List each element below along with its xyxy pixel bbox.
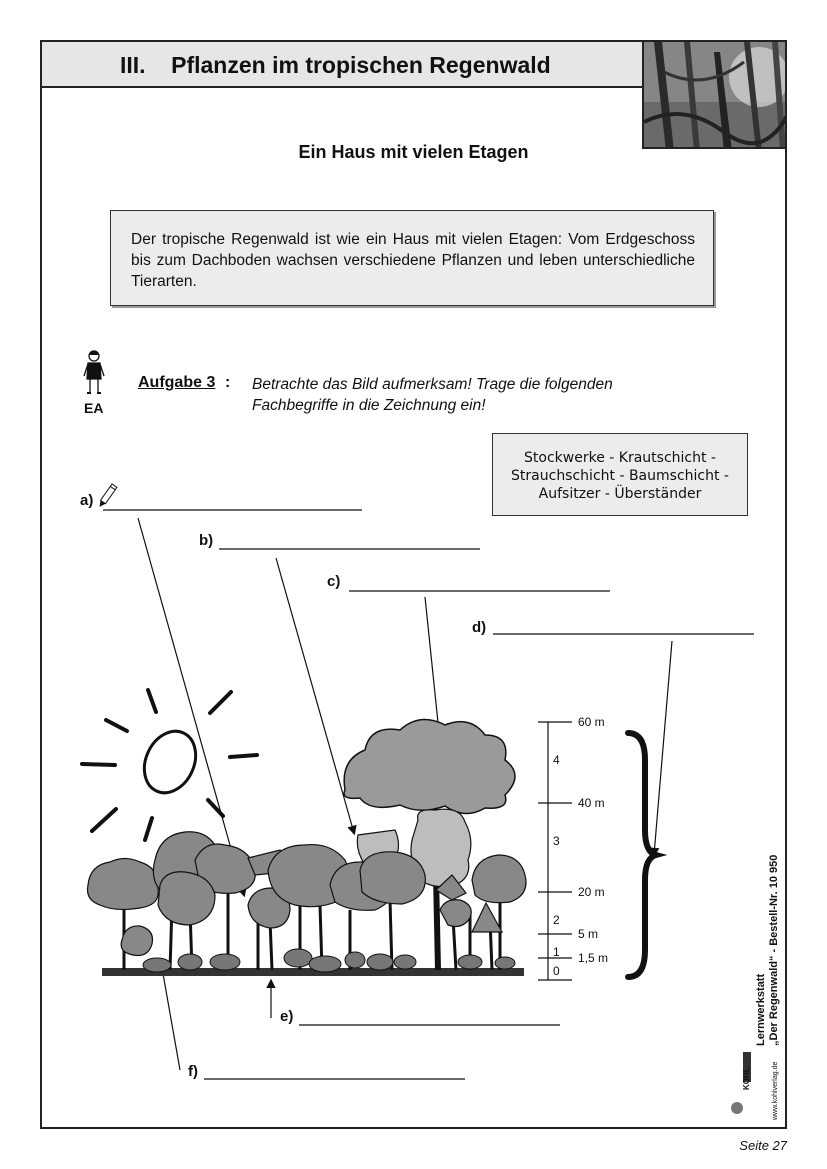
height-label: 5 m — [578, 927, 599, 941]
height-label: 20 m — [578, 885, 605, 899]
height-label: 1,5 m — [578, 951, 609, 965]
terms-line: Aufsitzer - Überständer — [538, 486, 702, 502]
page-title: III. Pflanzen im tropischen Regenwald — [120, 52, 551, 78]
intro-box: Der tropische Regenwald ist wie ein Haus mit vielen Etagen: Vom Erdgeschoss bis zum Dachboden wachsen verschiedene Pflanzen und leben unterschiedliche Tierarten. — [110, 210, 714, 306]
side-title: Lernwerkstatt — [755, 973, 767, 1046]
task-colon: : — [225, 374, 231, 391]
arrow-f — [162, 968, 180, 1070]
publisher-name: KOHL — [742, 1067, 751, 1090]
layer-number: 1 — [553, 945, 560, 959]
side-order: „Der Regenwald“ - Bestell-Nr. 10 950 — [768, 854, 780, 1046]
terms-line: Stockwerke - Krautschicht - — [524, 450, 716, 466]
answer-label-a: a) — [80, 492, 94, 509]
curly-brace — [628, 733, 656, 977]
subtitle: Ein Haus mit vielen Etagen — [298, 142, 529, 162]
task-text: Betrachte das Bild aufmerksam! Trage die folgenden Fachbegriffe in die Zeichnung ein! — [252, 376, 613, 414]
page-number: Seite 27 — [739, 1138, 787, 1153]
mode-label: EA — [84, 400, 104, 416]
pencil-icon — [97, 484, 117, 509]
arrow-b — [276, 558, 354, 833]
rainforest-drawing — [88, 720, 527, 976]
layer-number: 0 — [553, 964, 560, 978]
terms-line: Strauchschicht - Baumschicht - — [511, 468, 729, 484]
task-label: Aufgabe 3 — [138, 374, 216, 391]
answer-label-b: b) — [199, 532, 214, 549]
answer-label-e: e) — [280, 1008, 294, 1025]
sun-drawing — [82, 690, 257, 840]
height-label: 40 m — [578, 796, 605, 810]
answer-label-c: c) — [327, 573, 341, 590]
arrow-d — [654, 641, 672, 855]
layer-number: 2 — [553, 913, 560, 927]
height-label: 60 m — [578, 715, 605, 729]
publisher-url: www.kohlverlag.de — [772, 1061, 779, 1120]
layer-number: 4 — [553, 753, 560, 767]
answer-label-f: f) — [188, 1063, 198, 1080]
layer-number: 3 — [553, 834, 560, 848]
answer-label-d: d) — [472, 619, 487, 636]
